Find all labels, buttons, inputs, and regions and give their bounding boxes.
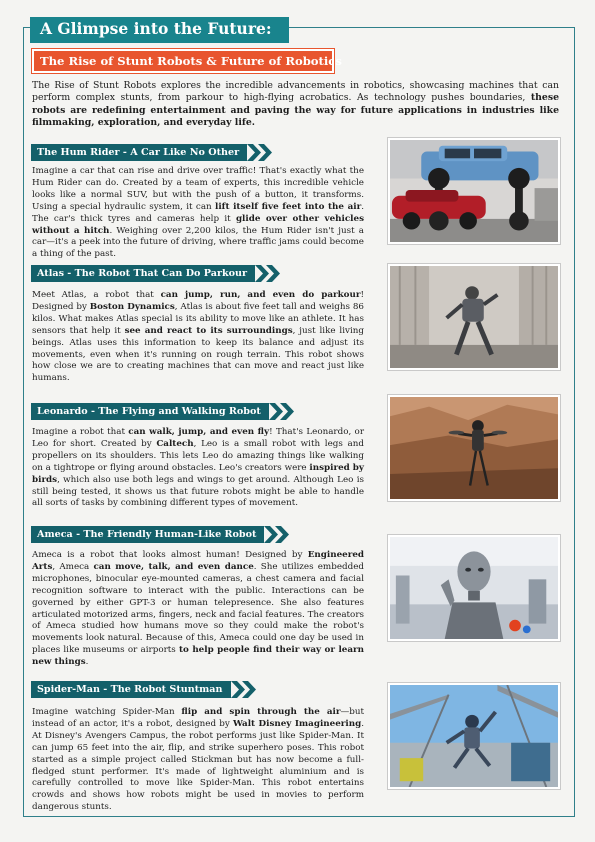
double-chevron-icon (264, 526, 290, 543)
body-text-run: ! Designed by (32, 290, 364, 312)
body-text-run: . She utilizes embedded microphones, binocular eye-mounted cameras, a chest camera and facial recognition software to interact with the public. Interactions can be governed by either GPT-3 or human telepresence. She also features articulated motorized arms, fingers, neck and facial features. The creators of Ameca studied how humans move so they could make the robot's movements look natural. Because of this, Ameca could one day be used in places like museums or airports (32, 561, 364, 656)
body-text-run: . Weighing over 2,200 kilos, the Hum Rider isn't just a car—it's a peek into the future of driving, where traffic jams could become a thing of the past. (32, 225, 365, 260)
spiderman-photo (388, 683, 560, 789)
body-bold-text: Boston Dynamics (89, 301, 175, 312)
body-text-run: Ameca is a robot that looks almost human! Designed by (32, 550, 308, 560)
page-title: A Glimpse into the Future: (30, 17, 289, 43)
body-bold-text: to help people find their way or learn new things (32, 645, 364, 668)
leonardo-photo (388, 395, 560, 501)
section-heading-label: Spider-Man - The Robot Stuntman (31, 681, 231, 698)
body-text-run: . At Disney's Avengers Campus, the robot performs just like Spider-Man. It can jump 65 feet into the air, flip, and strike superhero poses. This robot started as a simple project called Stickman but has now become a full-fledged stunt performer. It's made of lightweight aluminium and is carefully controlled to move like Spider-Man. This robot entertains crowds and shows how robots might be used in movies to perform dangerous stunts. (32, 718, 364, 813)
hum-rider-photo (388, 138, 560, 244)
section-heading-spiderman (31, 681, 257, 698)
section-heading-label: Leonardo - The Flying and Walking Robot (31, 403, 269, 420)
double-chevron-icon (255, 265, 281, 282)
body-text-run: Imagine a car that can rise and drive over traffic! That's exactly what the Hum Rider can do. Created by a team of experts, this incredible vehicle looks like a normal SUV, but with the push of a button, it transforms. Using a special hydraulic system, it can (32, 166, 364, 212)
page-subtitle: The Rise of Stunt Robots & Future of Robotics (32, 49, 334, 73)
body-bold-text: Walt Disney Imagineering (232, 718, 362, 729)
body-bold-text: Caltech (156, 438, 194, 449)
section-heading-label: The Hum Rider - A Car Like No Other (31, 144, 247, 161)
section-heading-hum-rider (31, 144, 273, 161)
body-text-run: . The car's thick tyres and cameras help it (32, 201, 365, 224)
section-body-leonardo (32, 427, 364, 510)
body-bold-text: glide over other vehicles without a hitch (32, 213, 364, 236)
section-heading-atlas (31, 265, 281, 282)
body-bold-text: can move, talk, and even dance (93, 561, 254, 572)
body-text-run: —but instead of an actor, it's a robot, designed by (32, 707, 364, 729)
body-text-run: , just like living beings. Atlas uses this information to keep its balance and adjust its movements, even when it's running on rough terrain. This robot shows how close we are to creating machines that can move and react just like humans. (32, 325, 364, 384)
body-text-run: Imagine watching Spider-Man (32, 707, 182, 717)
body-bold-text: inspired by birds (32, 462, 365, 485)
body-bold-text: Engineered Arts (32, 550, 364, 572)
intro-bold-text: these robots are redefining entertainment and paving the way for future applications in industries like filmmaking, exploration, and everyday life. (32, 92, 559, 129)
double-chevron-icon (247, 144, 273, 161)
intro-paragraph (32, 80, 559, 130)
ameca-photo (388, 535, 560, 641)
section-body-atlas (32, 290, 364, 385)
section-body-hum-rider (32, 166, 364, 261)
body-text-run: . (85, 657, 89, 668)
body-text-run: Meet Atlas, a robot that (32, 290, 161, 300)
body-bold-text: can jump, run, and even do parkour (160, 290, 361, 300)
body-text-run: , Atlas is about five feet tall and weighs 86 kilos. What makes Atlas special is its ability to move like an athlete. It has sensors that help it (32, 301, 365, 336)
section-heading-ameca (31, 526, 290, 543)
body-text-run: ! That's Leonardo, or Leo for short. Created by (32, 427, 365, 449)
body-text-run: , Leo is a small robot with legs and propellers on its shoulders. This lets Leo do amazing things like walking on a tightrope or flying around obstacles. Leo's creators were (32, 438, 364, 473)
intro-text: The Rise of Stunt Robots explores the incredible advancements in robotics, showcasing machines that can perform complex stunts, from parkour to high-flying acrobatics. As technology pushes boundaries, (32, 80, 559, 104)
body-bold-text: flip and spin through the air (181, 707, 341, 717)
atlas-photo (388, 264, 560, 370)
body-text-run: Imagine a robot that (32, 427, 129, 437)
section-body-spiderman (32, 707, 364, 814)
section-heading-label: Atlas - The Robot That Can Do Parkour (31, 265, 255, 282)
double-chevron-icon (269, 403, 295, 420)
double-chevron-icon (231, 681, 257, 698)
body-text-run: , Ameca (52, 561, 94, 572)
body-bold-text: can walk, jump, and even fly (128, 427, 270, 437)
body-text-run: , which also use both legs and wings to get around. Although Leo is still being tested, it shows us that future robots might be able to handle all sorts of tasks by combining different types of movement. (32, 474, 364, 509)
section-heading-leonardo (31, 403, 295, 420)
body-bold-text: see and react to its surroundings (124, 325, 293, 336)
section-heading-label: Ameca - The Friendly Human-Like Robot (31, 526, 264, 543)
section-body-ameca (32, 550, 364, 669)
body-bold-text: lift itself five feet into the air (215, 201, 362, 212)
